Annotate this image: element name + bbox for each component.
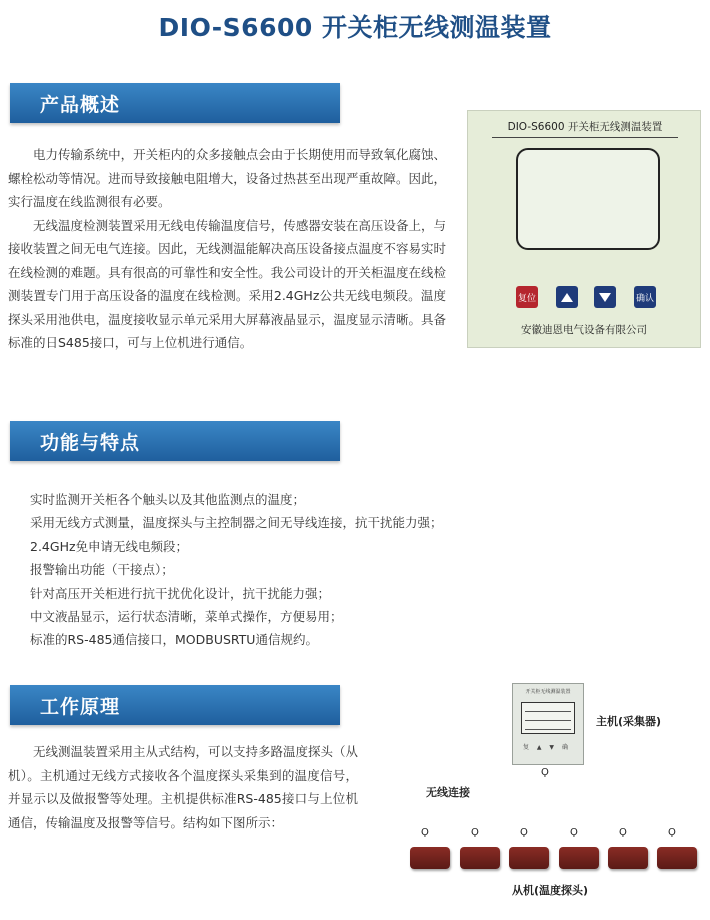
temperature-probe	[657, 847, 697, 869]
antenna-icon: Ϙ	[541, 767, 549, 778]
master-buttons: 复 ▲ ▼ 确	[523, 744, 571, 751]
feature-list	[30, 488, 500, 652]
principle-paragraph: 无线测温装置采用主从式结构，可以支持多路温度探头（从机）。主机通过无线方式接收各个温度探头采集到的温度信号，并显示以及做报警等处理。主机提供标准RS-485接口与上位机通信，传输温度及报警等信号。结构如下图所示：	[8, 744, 359, 830]
confirm-button: 确认	[634, 286, 656, 308]
list-item: 针对高压开关柜进行抗干扰优化设计，抗干扰能力强；	[30, 585, 331, 601]
lcd-screen	[516, 148, 660, 250]
temperature-probe	[559, 847, 599, 869]
wireless-label: 无线连接	[426, 786, 470, 799]
master-device	[512, 683, 584, 765]
temperature-probe	[460, 847, 500, 869]
section-heading: 产品概述	[40, 94, 121, 116]
overview-paragraph: 电力传输系统中，开关柜内的众多接触点会由于长期使用而导致氧化腐蚀、螺栓松动等情况。进而导致接触电阻增大，设备过热甚至出现严重故障。因此，实行温度在线监测很有必要。	[8, 147, 446, 209]
list-item: 2.4GHz免申请无线电频段；	[30, 538, 189, 554]
page-title: DIO-S6600 开关柜无线测温装置	[158, 13, 552, 42]
device-panel	[467, 110, 701, 348]
section-header-overview	[10, 83, 340, 123]
list-item: 中文液晶显示，运行状态清晰，菜单式操作，方便易用；	[30, 609, 343, 625]
temperature-probe	[410, 847, 450, 869]
antenna-icon: Ϙ	[619, 827, 627, 838]
master-title: 开关柜无线测温装置	[525, 689, 571, 695]
device-title: DIO-S6600 开关柜无线测温装置	[492, 119, 678, 138]
master-screen	[521, 702, 575, 734]
down-arrow-icon	[594, 286, 616, 308]
section-header-principle	[10, 685, 340, 725]
antenna-icon: Ϙ	[520, 827, 528, 838]
section-heading: 功能与特点	[40, 432, 141, 454]
antenna-icon: Ϙ	[421, 827, 429, 838]
slave-label: 从机(温度探头)	[512, 884, 589, 897]
overview-text	[8, 143, 446, 355]
list-item: 实时监测开关柜各个触头以及其他监测点的温度；	[30, 492, 306, 507]
overview-paragraph: 无线温度检测装置采用无线电传输温度信号，传感器安装在高压设备上，与接收装置之间无电气连接。因此，无线测温能解决高压设备接点温度不容易实时在线检测的难题。具有很高的可靠性和安全性。我公司设计的开关柜温度在线检测装置专门用于高压设备的温度在线检测。采用2.4GHz公共无线电频段。温度探头采用池供电，温度接收显示单元采用大屏幕液晶显示，温度显示清晰。具备标准的日S485接口，可与上位机进行通信。	[8, 217, 446, 350]
principle-text	[8, 740, 358, 834]
master-label: 主机(采集器)	[596, 715, 662, 728]
list-item: 采用无线方式测量，温度探头与主控制器之间无导线连接，抗干扰能力强；	[30, 515, 443, 531]
section-heading: 工作原理	[40, 696, 121, 718]
up-arrow-icon	[556, 286, 578, 308]
section-header-features	[10, 421, 340, 461]
antenna-icon: Ϙ	[668, 827, 676, 838]
antenna-icon: Ϙ	[471, 827, 479, 838]
device-company: 安徽迪恩电气设备有限公司	[521, 324, 647, 336]
antenna-icon: Ϙ	[570, 827, 578, 838]
temperature-probe	[608, 847, 648, 869]
list-item: 标准的RS-485通信接口，MODBUSRTU通信规约。	[30, 632, 318, 648]
list-item: 报警输出功能（干接点）；	[30, 562, 174, 578]
temperature-probe	[509, 847, 549, 869]
reset-button: 复位	[516, 286, 538, 308]
